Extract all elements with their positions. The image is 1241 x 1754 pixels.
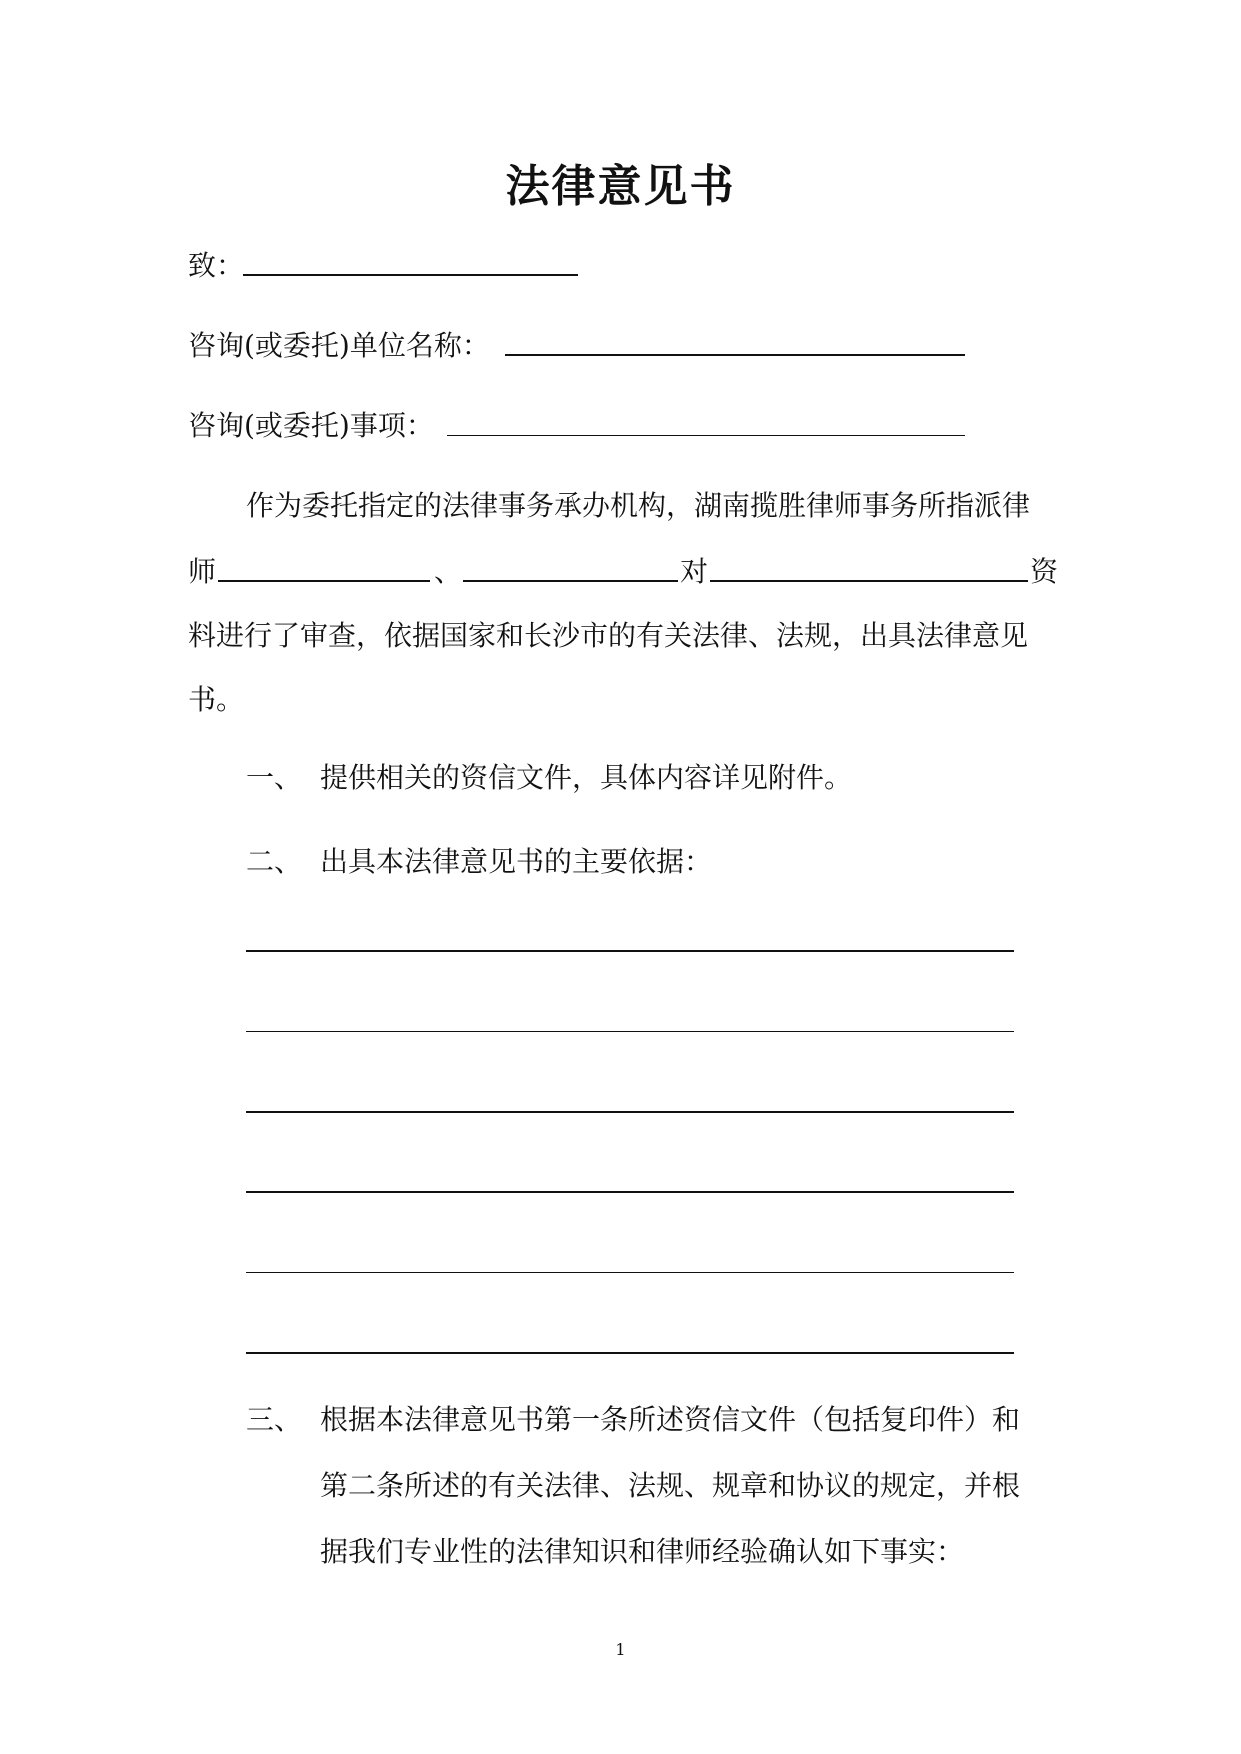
intro-line-1: 作为委托指定的法律事务承办机构，湖南揽胜律师事务所指派律 <box>246 489 1031 522</box>
document-title: 法律意见书 <box>505 161 736 212</box>
unit-name-label: 咨询(或委托)单位名称： <box>188 329 490 362</box>
to-label: 致： <box>188 249 245 282</box>
page-number: 1 <box>615 1640 626 1659</box>
intro-line-2-sep: 、 <box>434 555 463 588</box>
to-blank-line[interactable] <box>243 274 578 276</box>
item-1-number: 一、 <box>246 761 303 794</box>
basis-blank-line-6[interactable] <box>246 1352 1014 1354</box>
basis-blank-line-5[interactable] <box>246 1272 1014 1273</box>
intro-line-2-mid: 对 <box>680 555 709 588</box>
materials-blank-line[interactable] <box>710 580 1028 582</box>
unit-name-blank-line[interactable] <box>505 354 965 356</box>
basis-blank-line-4[interactable] <box>246 1191 1014 1193</box>
basis-blank-line-3[interactable] <box>246 1111 1014 1113</box>
item-1-text: 提供相关的资信文件，具体内容详见附件。 <box>320 761 853 794</box>
item-2-text: 出具本法律意见书的主要依据： <box>320 845 713 878</box>
matter-label: 咨询(或委托)事项： <box>188 409 434 442</box>
lawyer-2-blank-line[interactable] <box>463 580 678 582</box>
item-3-text-line-2: 第二条所述的有关法律、法规、规章和协议的规定，并根 <box>320 1469 1021 1502</box>
item-3-text-line-3: 据我们专业性的法律知识和律师经验确认如下事实： <box>320 1535 965 1568</box>
item-3-number: 三、 <box>246 1403 303 1436</box>
intro-line-2-start: 师 <box>188 555 217 588</box>
intro-line-2-end: 资 <box>1030 555 1059 588</box>
matter-blank-line[interactable] <box>447 435 965 436</box>
intro-line-4: 书。 <box>188 683 245 716</box>
basis-blank-line-2[interactable] <box>246 1031 1014 1032</box>
intro-line-3: 料进行了审查，依据国家和长沙市的有关法律、法规，出具法律意见 <box>188 619 1029 652</box>
basis-blank-line-1[interactable] <box>246 950 1014 952</box>
item-2-number: 二、 <box>246 845 303 878</box>
lawyer-1-blank-line[interactable] <box>218 580 430 582</box>
item-3-text-line-1: 根据本法律意见书第一条所述资信文件（包括复印件）和 <box>320 1403 1021 1436</box>
